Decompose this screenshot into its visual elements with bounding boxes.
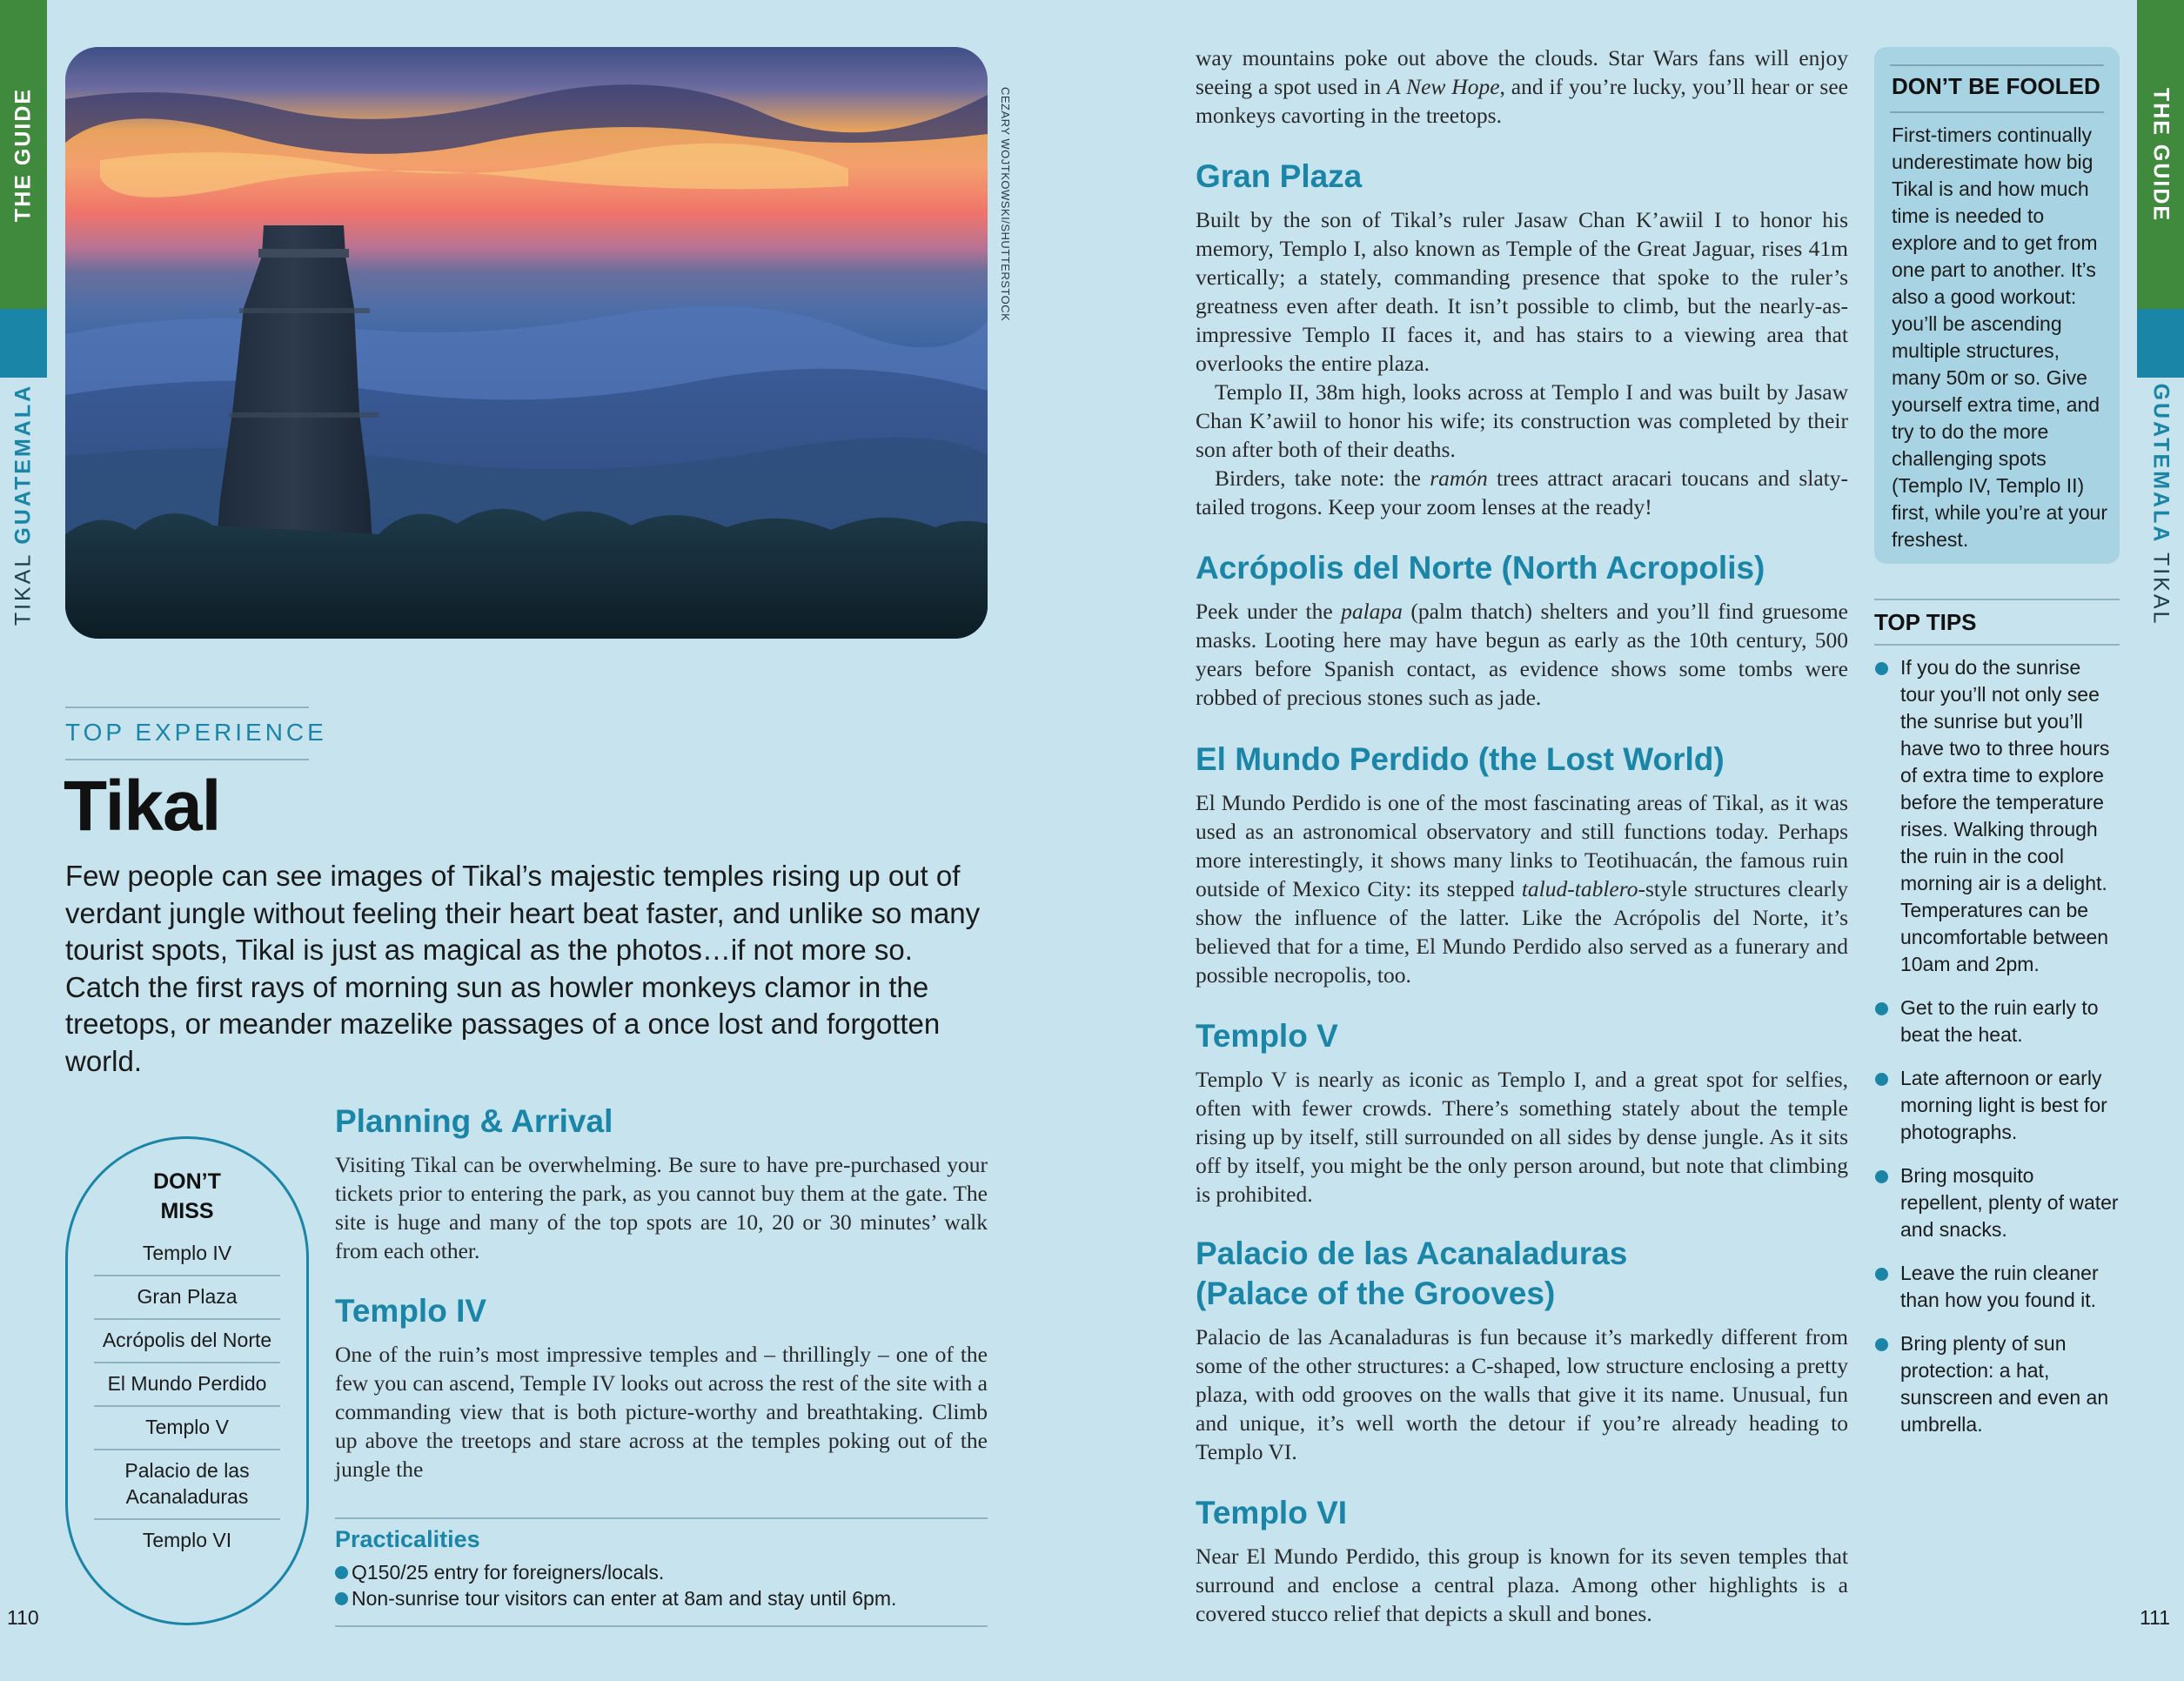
heading-templo-vi: Templo VI bbox=[1196, 1495, 1348, 1530]
dont-be-fooled-body: First-timers continually underestimate how big Tikal is and how much time is needed to explore and to get from one part to another. It’s also a good workout: you’ll be ascending multiple structures, many 50m or so. Give yourself extra time, and try to do the more challenging spots (Templo IV, Templo II) first, while you’re at your freshest. bbox=[1892, 124, 2107, 551]
photo-credit: CEZARY WOJTKOWSKI/SHUTTERSTOCK bbox=[999, 87, 1012, 322]
mundo-perdido-body: El Mundo Perdido is one of the most fascinating areas of Tikal, as it was used as an astronomical observatory and still functions today. Perhaps more interestingly, it shows many links to Teotihuacán, the famous ruin outside of Mexico City: its stepped talud-tablero-style structures clearly show the influence of the latter. Like the Acrópolis del Norte, it’s believed that for a time, El Mundo Perdido also served as a funerary and possible necropolis, too. bbox=[1196, 790, 1848, 988]
list-item: Late afternoon or early morning light is best for photographs. bbox=[1874, 1065, 2120, 1146]
box-rule-top bbox=[1890, 64, 2104, 66]
dont-be-fooled-box bbox=[1874, 47, 2120, 564]
guide-tab-left[interactable] bbox=[0, 0, 47, 378]
heading-planning: Planning & Arrival bbox=[335, 1103, 613, 1139]
templo-vi-body: Near El Mundo Perdido, this group is known for its seven temples that surround and enclose a central plaza. Among other highlights is a covered stucco relief that depicts a skull and bones. bbox=[1196, 1544, 1848, 1626]
top-tips-title: TOP TIPS bbox=[1874, 609, 1977, 635]
dont-miss-list bbox=[94, 1233, 280, 1562]
bullet-icon bbox=[335, 1592, 348, 1605]
practicalities-rule-bottom bbox=[335, 1625, 988, 1627]
palacio-body: Palacio de las Acanaladuras is fun because it’s markedly different from some of the other structures: a C-shaped, low structure enclosing a pretty plaza, with odd grooves on the walls that give it its name. Unusual, fun and unique, it’s well worth the detour if you’re already heading to Templo VI. bbox=[1196, 1324, 1848, 1464]
templo-v-body: Templo V is nearly as iconic as Templo I, and a great spot for selfies, often with fewer crowds. There’s something stately about the temple rising up by itself, still surrounded on all sides by dense jungle. As it sits off by itself, you might be the only person around, but note that climbing is prohibited. bbox=[1196, 1067, 1848, 1207]
practicalities-list bbox=[335, 1559, 896, 1611]
top-tips-rule-top bbox=[1874, 599, 2120, 600]
box-rule-mid bbox=[1890, 111, 2104, 113]
dont-be-fooled-title: DON’T BE FOOLED bbox=[1892, 73, 2100, 99]
list-item: Templo IV bbox=[94, 1233, 280, 1276]
list-item: Palacio de las Acanaladuras bbox=[94, 1450, 280, 1520]
heading-templo-iv: Templo IV bbox=[335, 1293, 487, 1329]
kicker-rule-top bbox=[65, 707, 309, 708]
running-head-left: TIKAL GUATEMALA bbox=[10, 383, 36, 626]
bullet-icon bbox=[1875, 1002, 1888, 1015]
list-item: Acrópolis del Norte bbox=[94, 1320, 280, 1363]
tikal-temple-photo bbox=[65, 47, 988, 639]
list-item: Bring mosquito repellent, plenty of water and snacks. bbox=[1874, 1162, 2120, 1243]
top-tips-rule-bottom bbox=[1874, 644, 2120, 646]
top-tips-list bbox=[1874, 654, 2120, 1455]
bullet-icon bbox=[1875, 1268, 1888, 1281]
guide-tab-label: THE GUIDE bbox=[2148, 87, 2174, 222]
photo-illustration bbox=[65, 47, 988, 639]
bullet-icon bbox=[1875, 1338, 1888, 1351]
kicker: TOP EXPERIENCE bbox=[65, 719, 327, 746]
list-item: El Mundo Perdido bbox=[94, 1363, 280, 1407]
list-item: If you do the sunrise tour you’ll not only see the sunrise but you’ll have two to three hours of extra time to explore before the temperature rises. Walking through the ruin in the cool morning air is a delight. Temperatures can be uncomfortable between 10am and 2pm. bbox=[1874, 654, 2120, 978]
practicalities-rule-top bbox=[335, 1517, 988, 1519]
acropolis-body: Peek under the palapa (palm thatch) shelters and you’ll find gruesome masks. Looting here may have begun as early as the 10th century, 500 years before Spanish contact, as evidence shows some tombs were robbed of precious stones such as jade. bbox=[1196, 599, 1848, 710]
heading-mundo-perdido: El Mundo Perdido (the Lost World) bbox=[1196, 741, 1725, 777]
heading-templo-v: Templo V bbox=[1196, 1018, 1338, 1054]
bullet-icon bbox=[1875, 1170, 1888, 1183]
planning-body: Visiting Tikal can be overwhelming. Be sure to have pre-purchased your tickets prior to entering the park, as you cannot buy them at the gate. The site is huge and many of the top spots are 10, 20 or 30 minutes’ walk from each other. bbox=[335, 1152, 988, 1263]
practicalities-title: Practicalities bbox=[335, 1526, 480, 1552]
list-item: Templo V bbox=[94, 1407, 280, 1450]
guide-tab-right[interactable] bbox=[2137, 0, 2184, 378]
running-head-right: GUATEMALA TIKAL bbox=[2148, 383, 2174, 626]
list-item: Leave the ruin cleaner than how you found it. bbox=[1874, 1260, 2120, 1314]
list-item: Q150/25 entry for foreigners/locals. bbox=[335, 1559, 896, 1585]
templo-iv-body: One of the ruin’s most impressive temples and – thrillingly – one of the few you can ascend, Temple IV looks out across the rest of the site with a commanding view that is both picture-worthy and breathtaking. Climb up above the treetops and stare across at the temples poking out of the jungle the bbox=[335, 1342, 988, 1482]
guide-tab-label: THE GUIDE bbox=[10, 87, 36, 222]
list-item: Non-sunrise tour visitors can enter at 8am and stay until 6pm. bbox=[335, 1585, 896, 1611]
heading-palacio: Palacio de las Acanaladuras (Palace of the Grooves) bbox=[1196, 1236, 1628, 1311]
bullet-icon bbox=[1875, 662, 1888, 675]
templo-iv-continued: way mountains poke out above the clouds. Star Wars fans will enjoy seeing a spot used in A New Hope, and if you’re lucky, you’ll hear or see monkeys cavorting in the treetops. bbox=[1196, 45, 1848, 128]
list-item: Get to the ruin early to beat the heat. bbox=[1874, 995, 2120, 1048]
list-item: Templo VI bbox=[142, 1529, 232, 1551]
bullet-icon bbox=[335, 1566, 348, 1579]
dont-miss-title: DON’T MISS bbox=[153, 1169, 221, 1223]
list-item: Gran Plaza bbox=[94, 1276, 280, 1320]
intro-paragraph: Few people can see images of Tikal’s majestic temples rising up out of verdant jungle without feeling their heart beat faster, and unlike so many tourist spots, Tikal is just as magical as the photos…if not more so. Catch the first rays of morning sun as howler monkeys clamor in the treetops, or meander mazelike passages of a once lost and forgotten world. bbox=[65, 860, 981, 1077]
kicker-rule-bottom bbox=[65, 759, 309, 760]
page-title: Tikal bbox=[64, 767, 221, 846]
gran-plaza-body: Built by the son of Tikal’s ruler Jasaw Chan K’awiil I to honor his memory, Templo I, also known as Temple of the Great Jaguar, rises 41m vertically; a stately, commanding presence that spoke to the ruler’s greatness even after death. It isn’t possible to climb, but the nearly-as-impressive Templo II faces it, and has stairs to a viewing area that overlooks the entire plaza. Templo II, 38m high, looks across at Templo I and was built by Jasaw Chan K’awiil to honor his wife; its construction was completed by their son after both of their deaths. Birders, take note: the ramón trees attract aracari toucans and slaty-tailed trogons. Keep your zoom lenses at the ready! bbox=[1196, 207, 1849, 519]
heading-gran-plaza: Gran Plaza bbox=[1196, 158, 1363, 194]
page-number-left: 110 bbox=[7, 1606, 39, 1629]
bullet-icon bbox=[1875, 1073, 1888, 1086]
heading-acropolis: Acrópolis del Norte (North Acropolis) bbox=[1196, 550, 1765, 586]
page-number-right: 111 bbox=[2140, 1606, 2170, 1629]
dont-miss-box bbox=[65, 1136, 309, 1625]
list-item: Bring plenty of sun protection: a hat, sunscreen and even an umbrella. bbox=[1874, 1330, 2120, 1438]
